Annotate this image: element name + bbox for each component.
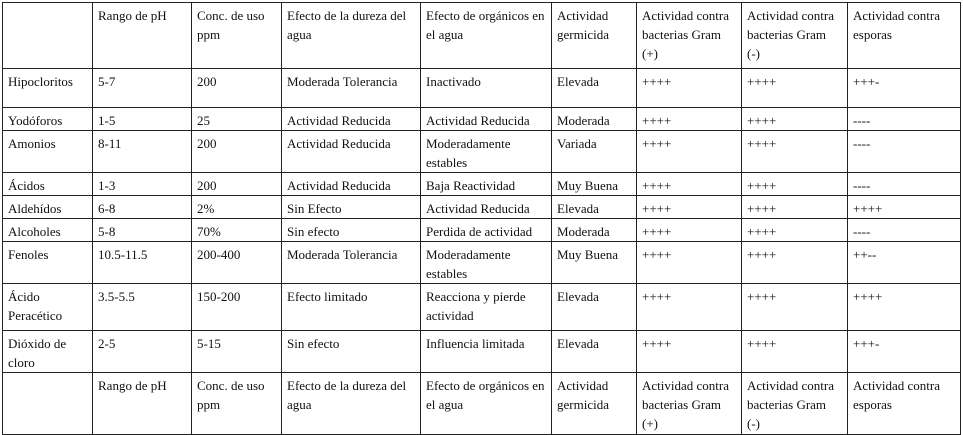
- header-cell-organics: Efecto de orgánicos en el agua: [421, 3, 552, 69]
- table-cell: 70%: [192, 219, 282, 242]
- table-row: [3, 173, 961, 196]
- disinfectant-comparison-table: [2, 2, 961, 435]
- table-cell: 5-15: [192, 331, 282, 373]
- table-cell: ++++: [637, 108, 742, 131]
- table-cell: Sin Efecto: [282, 196, 421, 219]
- table-cell: Actividad Reducida: [282, 108, 421, 131]
- header-cell-concentration: Conc. de uso ppm: [192, 3, 282, 69]
- table-cell: Sin efecto: [282, 219, 421, 242]
- table-cell: +++-: [848, 69, 961, 108]
- table-cell: 3.5-5.5: [93, 284, 192, 331]
- footer-cell-ph-range: Rango de pH: [93, 373, 192, 435]
- table-cell: 8-11: [93, 131, 192, 173]
- table-cell: ++++: [848, 196, 961, 219]
- table-cell: +++-: [848, 331, 961, 373]
- table-row: [3, 284, 961, 331]
- table-row: [3, 131, 961, 173]
- table-cell: ++++: [742, 219, 848, 242]
- table-cell: Perdida de actividad: [421, 219, 552, 242]
- table-cell: Elevada: [552, 284, 637, 331]
- table-cell: Moderada Tolerancia: [282, 69, 421, 108]
- table-cell: ----: [848, 131, 961, 173]
- table-cell: Efecto limitado: [282, 284, 421, 331]
- table-cell: Moderada: [552, 108, 637, 131]
- table-cell: 5-7: [93, 69, 192, 108]
- footer-row: [3, 373, 961, 435]
- table-cell: 2%: [192, 196, 282, 219]
- header-cell-water-hardness: Efecto de la dureza del agua: [282, 3, 421, 69]
- table-cell: Moderadamente estables: [421, 131, 552, 173]
- table-cell: Actividad Reducida: [282, 173, 421, 196]
- table-cell: ++++: [848, 284, 961, 331]
- footer-cell-water-hardness: Efecto de la dureza del agua: [282, 373, 421, 435]
- table-cell: Muy Buena: [552, 242, 637, 284]
- table-cell: ++++: [742, 69, 848, 108]
- table-cell: ++++: [637, 196, 742, 219]
- header-cell-gram-negative: Actividad contra bacterias Gram (-): [742, 3, 848, 69]
- table-cell: ++++: [742, 131, 848, 173]
- footer-cell-concentration: Conc. de uso ppm: [192, 373, 282, 435]
- table-cell: Inactivado: [421, 69, 552, 108]
- table-cell: ++++: [742, 242, 848, 284]
- footer-cell-gram-negative: Actividad contra bacterias Gram (-): [742, 373, 848, 435]
- table-row: [3, 331, 961, 373]
- table-cell: Elevada: [552, 196, 637, 219]
- table-cell: Actividad Reducida: [421, 108, 552, 131]
- table-row: [3, 196, 961, 219]
- table-cell: ++++: [742, 331, 848, 373]
- table-cell: 200: [192, 69, 282, 108]
- row-label: Dióxido de cloro: [3, 331, 93, 373]
- table-cell: 1-3: [93, 173, 192, 196]
- table-cell: Elevada: [552, 69, 637, 108]
- row-label: Yodóforos: [3, 108, 93, 131]
- table-row: [3, 69, 961, 108]
- table-row: [3, 242, 961, 284]
- table-cell: Elevada: [552, 331, 637, 373]
- table-cell: Moderadamente estables: [421, 242, 552, 284]
- table-cell: Actividad Reducida: [282, 131, 421, 173]
- table-cell: Muy Buena: [552, 173, 637, 196]
- table-cell: Sin efecto: [282, 331, 421, 373]
- row-label: Ácido Peracético: [3, 284, 93, 331]
- row-label: Aldehídos: [3, 196, 93, 219]
- header-cell-empty: [3, 3, 93, 69]
- row-label: Amonios: [3, 131, 93, 173]
- table-row: [3, 219, 961, 242]
- table-cell: ++++: [742, 173, 848, 196]
- table-cell: ++++: [637, 69, 742, 108]
- table-cell: ++++: [742, 284, 848, 331]
- footer-cell-gram-positive: Actividad contra bacterias Gram (+): [637, 373, 742, 435]
- footer-cell-spores: Actividad contra esporas: [848, 373, 961, 435]
- table-cell: Moderada Tolerancia: [282, 242, 421, 284]
- row-label: Fenoles: [3, 242, 93, 284]
- table-cell: ++++: [637, 284, 742, 331]
- table-cell: ----: [848, 108, 961, 131]
- table-cell: 10.5-11.5: [93, 242, 192, 284]
- table-row: [3, 108, 961, 131]
- row-label: Alcoholes: [3, 219, 93, 242]
- row-label: Hipocloritos: [3, 69, 93, 108]
- table-cell: ++++: [637, 219, 742, 242]
- header-cell-spores: Actividad contra esporas: [848, 3, 961, 69]
- table-cell: Moderada: [552, 219, 637, 242]
- table-cell: ++++: [637, 173, 742, 196]
- table-cell: 2-5: [93, 331, 192, 373]
- footer-cell-germicidal: Actividad germicida: [552, 373, 637, 435]
- table-cell: ++--: [848, 242, 961, 284]
- table-cell: Actividad Reducida: [421, 196, 552, 219]
- table-cell: 5-8: [93, 219, 192, 242]
- table-cell: ----: [848, 173, 961, 196]
- table-cell: ----: [848, 219, 961, 242]
- table-cell: Reacciona y pierde actividad: [421, 284, 552, 331]
- table-cell: ++++: [637, 331, 742, 373]
- table-cell: 25: [192, 108, 282, 131]
- table-cell: 200: [192, 131, 282, 173]
- table-cell: 200: [192, 173, 282, 196]
- table-cell: 200-400: [192, 242, 282, 284]
- header-cell-ph-range: Rango de pH: [93, 3, 192, 69]
- footer-cell-organics: Efecto de orgánicos en el agua: [421, 373, 552, 435]
- row-label: Ácidos: [3, 173, 93, 196]
- table-cell: ++++: [637, 242, 742, 284]
- header-cell-gram-positive: Actividad contra bacterias Gram (+): [637, 3, 742, 69]
- table-cell: Influencia limitada: [421, 331, 552, 373]
- header-cell-germicidal: Actividad germicida: [552, 3, 637, 69]
- table-cell: Baja Reactividad: [421, 173, 552, 196]
- table-cell: ++++: [742, 196, 848, 219]
- table-cell: ++++: [742, 108, 848, 131]
- table-cell: Variada: [552, 131, 637, 173]
- table-cell: 1-5: [93, 108, 192, 131]
- table-cell: 6-8: [93, 196, 192, 219]
- table-cell: ++++: [637, 131, 742, 173]
- table-cell: 150-200: [192, 284, 282, 331]
- header-row: [3, 3, 961, 69]
- footer-cell-empty: [3, 373, 93, 435]
